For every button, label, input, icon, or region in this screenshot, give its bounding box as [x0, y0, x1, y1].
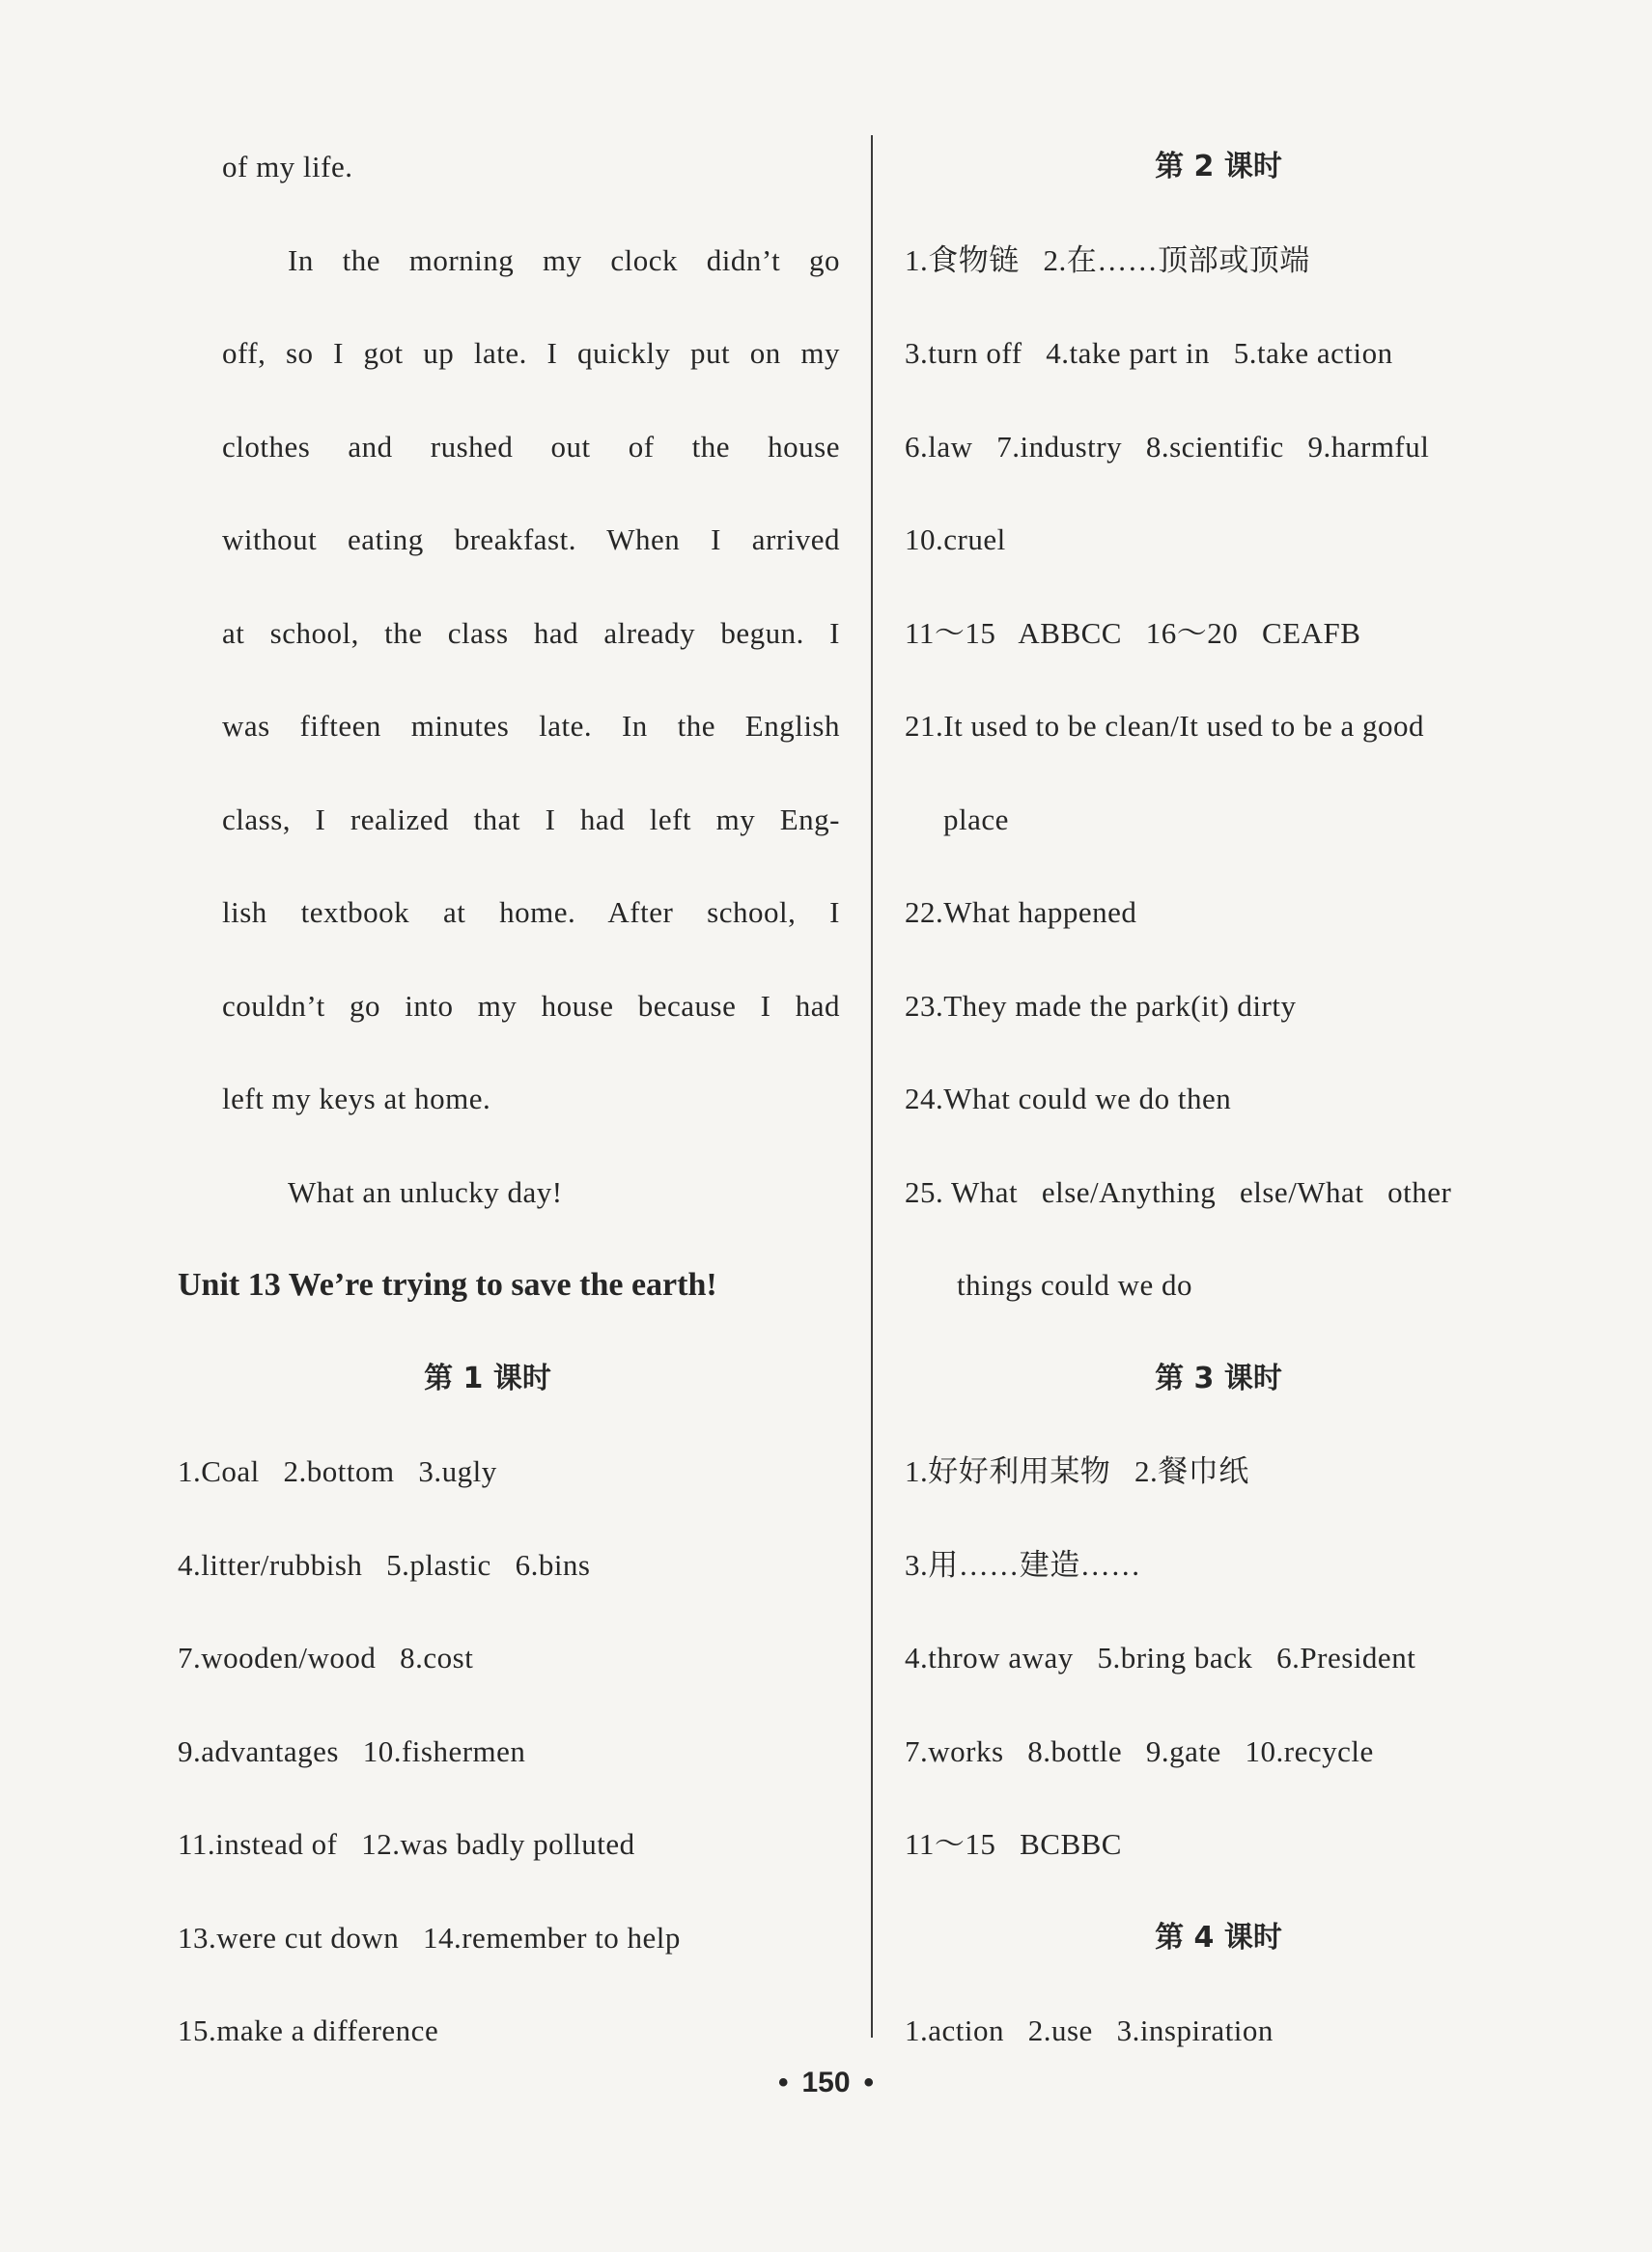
essay-line: at school, the class had already begun. I — [222, 615, 840, 650]
answer-line: 22.What happened — [905, 895, 1137, 929]
essay-closing: What an unlucky day! — [288, 1174, 563, 1209]
answer-line: 23.They made the park(it) dirty — [905, 988, 1297, 1023]
answer-line: 4.litter/rubbish 5.plastic 6.bins — [178, 1547, 591, 1582]
essay-line: of my life. — [222, 150, 353, 183]
answer-line: 15.make a difference — [178, 2013, 439, 2047]
essay-line: without eating breakfast. When I arrived — [222, 522, 840, 556]
answer-line: 21.It used to be clean/It used to be a good — [905, 709, 1425, 743]
answer-line: 24.What could we do then — [905, 1082, 1232, 1115]
essay-line: couldn’t go into my house because I had — [222, 988, 840, 1023]
answer-line: 1.action 2.use 3.inspiration — [905, 2013, 1274, 2047]
answer-line: 7.works 8.bottle 9.gate 10.recycle — [905, 1733, 1374, 1768]
answer-line: 3.turn off 4.take part in 5.take action — [905, 336, 1393, 370]
unit-title: Unit 13 We’re trying to save the earth! — [178, 1267, 717, 1303]
answer-line-continued: things could we do — [957, 1268, 1193, 1302]
page-number-value: 150 — [801, 2067, 851, 2098]
answer-line: 7.wooden/wood 8.cost — [178, 1641, 474, 1675]
essay-line: class, I realized that I had left my Eng- — [222, 802, 840, 836]
bullet-dot: • — [777, 2067, 789, 2098]
answer-line: 1.好好利用某物 2.餐巾纸 — [905, 1454, 1249, 1488]
answer-line: 6.law 7.industry 8.scientific 9.harmful — [905, 429, 1430, 464]
answer-line: 13.were cut down 14.remember to help — [178, 1920, 681, 1955]
answer-line: 1.食物链 2.在……顶部或顶端 — [905, 242, 1310, 277]
lesson-heading: 第 2 课时 — [1155, 150, 1282, 183]
answer-line: 25. What else/Anything else/What other — [905, 1174, 1452, 1209]
answer-line: 11.instead of 12.was badly polluted — [178, 1827, 635, 1861]
bullet-dot: • — [863, 2067, 875, 2098]
essay-line: left my keys at home. — [222, 1082, 491, 1115]
answer-line: 10.cruel — [905, 522, 1006, 556]
essay-line: off, so I got up late. I quickly put on my — [222, 336, 840, 370]
lesson-heading: 第 1 课时 — [424, 1361, 551, 1395]
right-column — [905, 121, 1532, 2078]
essay-line: lish textbook at home. After school, I — [222, 895, 840, 929]
lesson-heading: 第 3 课时 — [1155, 1361, 1282, 1395]
answer-line: 3.用……建造…… — [905, 1547, 1141, 1582]
answer-line: 9.advantages 10.fishermen — [178, 1733, 526, 1768]
essay-line: In the morning my clock didn’t go — [288, 242, 840, 277]
page-number — [0, 2067, 1652, 2099]
column-divider — [871, 135, 873, 2038]
answer-line-continued: place — [943, 802, 1009, 836]
essay-line: was fifteen minutes late. In the English — [222, 709, 840, 743]
left-column — [178, 121, 840, 2078]
essay-line: clothes and rushed out of the house — [222, 429, 840, 464]
answer-line: 1.Coal 2.bottom 3.ugly — [178, 1454, 497, 1488]
answer-line: 4.throw away 5.bring back 6.President — [905, 1641, 1416, 1675]
answer-line: 11～15 BCBBC — [905, 1827, 1122, 1861]
lesson-heading: 第 4 课时 — [1155, 1920, 1282, 1955]
answer-line: 11～15 ABBCC 16～20 CEAFB — [905, 615, 1361, 650]
